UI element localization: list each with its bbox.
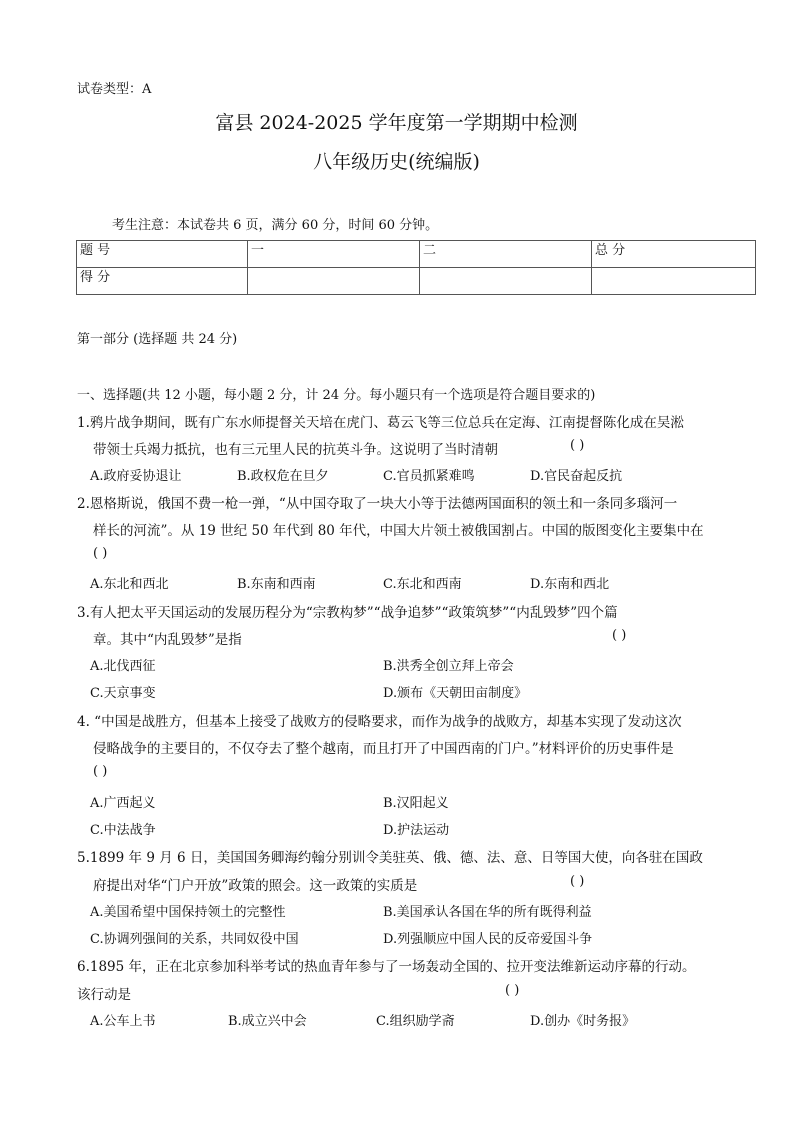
section1-title: 一、选择题(共 12 小题，每小题 2 分，计 24 分。每小题只有一个选项是符合题目要求的) <box>77 388 596 403</box>
option-d[interactable]: D.创办《时务报》 <box>530 1014 636 1029</box>
score-input-cell[interactable] <box>592 268 756 295</box>
paper-type: 试卷类型：A <box>77 82 152 97</box>
score-table-score-row <box>77 268 756 295</box>
option-b[interactable]: B.汉阳起义 <box>383 796 449 811</box>
question-1-line-2: 带领士兵竭力抵抗，也有三元里人民的抗英斗争。这说明了当时清朝 <box>93 442 498 458</box>
score-input-cell[interactable] <box>248 268 420 295</box>
option-a[interactable]: A.政府妥协退让 <box>90 469 182 484</box>
score-table-header-row <box>77 241 756 268</box>
exam-title: 富县 2024-2025 学年度第一学期期中检测 <box>215 112 578 134</box>
exam-subtitle: 八年级历史(统编版) <box>313 151 480 173</box>
option-c[interactable]: C.天京事变 <box>90 686 156 701</box>
question-6-line-1: 6.1895 年，正在北京参加科举考试的热血青年参与了一场轰动全国的、拉开变法维新运动序幕的行动。 <box>77 959 696 975</box>
question-5-line-1: 5.1899 年 9 月 6 日，美国国务卿海约翰分别训令美驻英、俄、德、法、意、日等国大使，向各驻在国政 <box>77 850 703 866</box>
option-b[interactable]: B.美国承认各国在华的所有既得利益 <box>383 905 592 920</box>
question-2-line-2: 样长的河流”。从 19 世纪 50 年代到 80 年代，中国大片领土被俄国割占。中国的版图变化主要集中在 <box>93 523 704 539</box>
option-c[interactable]: C.官员抓紧难鸣 <box>383 469 475 484</box>
option-a[interactable]: A.东北和西北 <box>90 577 169 592</box>
option-d[interactable]: D.官民奋起反抗 <box>530 469 623 484</box>
question-4-line-2: 侵略战争的主要目的，不仅夺去了整个越南，而且打开了中国西南的门户。”材料评价的历史事件是 <box>93 741 674 757</box>
question-3-line-1: 3.有人把太平天国运动的发展历程分为“宗教构梦”“战争追梦”“政策筑梦”“内乱毁梦”四个篇 <box>77 605 618 621</box>
candidate-notice: 考生注意：本试卷共 6 页，满分 60 分，时间 60 分钟。 <box>112 218 439 233</box>
question-1-line-1: 1.鸦片战争期间，既有广东水师提督关天培在虎门、葛云飞等三位总兵在定海、江南提督陈化成在吴淞 <box>77 415 684 431</box>
option-c[interactable]: C.中法战争 <box>90 823 156 838</box>
option-c[interactable]: C.东北和西南 <box>383 577 462 592</box>
answer-bracket[interactable]: ( ) <box>612 628 627 643</box>
option-a[interactable]: A.北伐西征 <box>90 659 156 674</box>
option-a[interactable]: A.美国希望中国保持领土的完整性 <box>90 905 286 920</box>
option-b[interactable]: B.成立兴中会 <box>228 1014 307 1029</box>
option-b[interactable]: B.政权危在旦夕 <box>237 469 329 484</box>
option-c[interactable]: C.组织励学斋 <box>376 1014 455 1029</box>
option-d[interactable]: D.颁布《天朝田亩制度》 <box>383 686 528 701</box>
answer-bracket[interactable]: ( ) <box>93 546 108 561</box>
score-table <box>76 240 756 295</box>
answer-bracket[interactable]: ( ) <box>505 983 520 998</box>
option-b[interactable]: B.洪秀全创立拜上帝会 <box>383 659 514 674</box>
score-cell: 题 号 <box>77 241 248 268</box>
score-cell: 二 <box>420 241 592 268</box>
question-2-line-1: 2.恩格斯说，俄国不费一枪一弹，“从中国夺取了一块大小等于法德两国面积的领土和一条同多瑙河一 <box>77 496 678 512</box>
question-3-line-2: 章。其中“内乱毁梦”是指 <box>93 632 242 648</box>
question-4-line-1: 4. “中国是战胜方，但基本上接受了战败方的侵略要求，而作为战争的战败方，却基本实现了发动这次 <box>77 714 682 730</box>
question-5-line-2: 府提出对华“门户开放”政策的照会。这一政策的实质是 <box>93 878 418 894</box>
option-d[interactable]: D.东南和西北 <box>530 577 610 592</box>
score-cell: 得 分 <box>77 268 248 295</box>
answer-bracket[interactable]: ( ) <box>93 764 108 779</box>
option-a[interactable]: A.广西起义 <box>90 796 156 811</box>
option-d[interactable]: D.护法运动 <box>383 823 450 838</box>
option-d[interactable]: D.列强顺应中国人民的反帝爱国斗争 <box>383 932 593 947</box>
question-6-line-2: 该行动是 <box>77 987 131 1003</box>
option-c[interactable]: C.协调列强间的关系，共同奴役中国 <box>90 932 299 947</box>
score-cell: 一 <box>248 241 420 268</box>
option-a[interactable]: A.公车上书 <box>90 1014 156 1029</box>
part1-title: 第一部分 (选择题 共 24 分) <box>77 332 238 347</box>
answer-bracket[interactable]: ( ) <box>570 438 585 453</box>
score-cell: 总 分 <box>592 241 756 268</box>
option-b[interactable]: B.东南和西南 <box>237 577 316 592</box>
answer-bracket[interactable]: ( ) <box>570 874 585 889</box>
score-input-cell[interactable] <box>420 268 592 295</box>
